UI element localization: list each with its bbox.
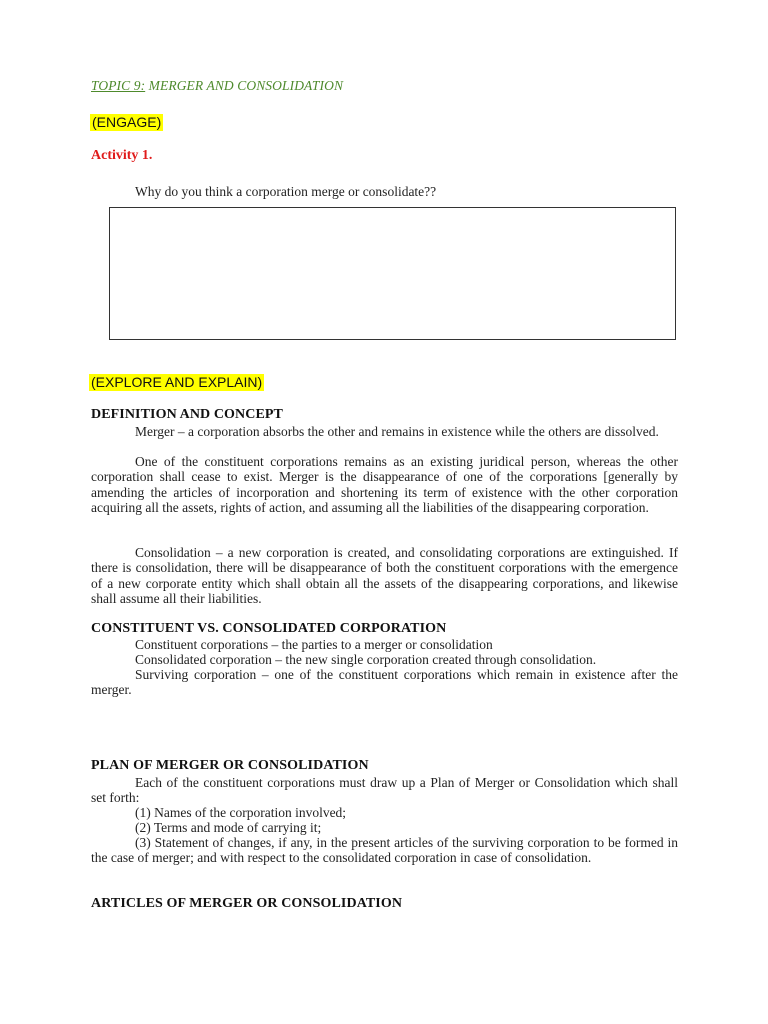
topic-title [91,78,343,94]
merger-definition: Merger – a corporation absorbs the other and remains in existence while the others are dissolved. [135,424,659,439]
constituent-heading: CONSTITUENT VS. CONSOLIDATED CORPORATION [91,621,447,636]
plan-intro: Each of the constituent corporations must draw up a Plan of Merger or Consolidation which shall set forth: [91,775,678,806]
topic-label: TOPIC 9: [91,78,146,93]
consolidation-definition: Consolidation – a new corporation is created, and consolidating corporations are extinguished. If there is consolidation, there will be disappearance of both the constituent corporations with the emergence of a new corporate entity which shall obtain all the assets of the disappearing corporations, and likewise shall assume all their liabilities. [91,545,678,606]
articles-heading: ARTICLES OF MERGER OR CONSOLIDATION [91,896,403,911]
answer-box[interactable] [109,207,676,340]
plan-item-2: (2) Terms and mode of carrying it; [135,820,322,835]
definition-heading: DEFINITION AND CONCEPT [91,407,283,422]
activity-question: Why do you think a corporation merge or consolidate?? [135,184,437,199]
surviving-definition: Surviving corporation – one of the constituent corporations which remain in existence after the merger. [91,667,678,698]
plan-heading: PLAN OF MERGER OR CONSOLIDATION [91,758,369,773]
constituent-paragraph: One of the constituent corporations remains as an existing juridical person, whereas the other corporation shall cease to exist. Merger is the disappearance of one of the corporations [generally by amending the articles of incorporation and shortening its term of existence with the other corporation acquiring all the assets, rights of action, and assuming all the liabilities of the disappearing corporation. [91,454,678,515]
constituent-definition: Constituent corporations – the parties to a merger or consolidation [135,637,493,652]
plan-item-3: (3) Statement of changes, if any, in the present articles of the surviving corporation to be formed in the case of merger; and with respect to the consolidated corporation in case of consolidation. [91,835,678,866]
consolidated-definition: Consolidated corporation – the new single corporation created through consolidation. [135,652,597,667]
activity-heading: Activity 1. [91,148,153,163]
topic-name: MERGER AND CONSOLIDATION [145,78,344,93]
engage-heading: (ENGAGE) [92,114,162,130]
explore-heading: (EXPLORE AND EXPLAIN) [91,374,263,390]
plan-item-1: (1) Names of the corporation involved; [135,805,347,820]
